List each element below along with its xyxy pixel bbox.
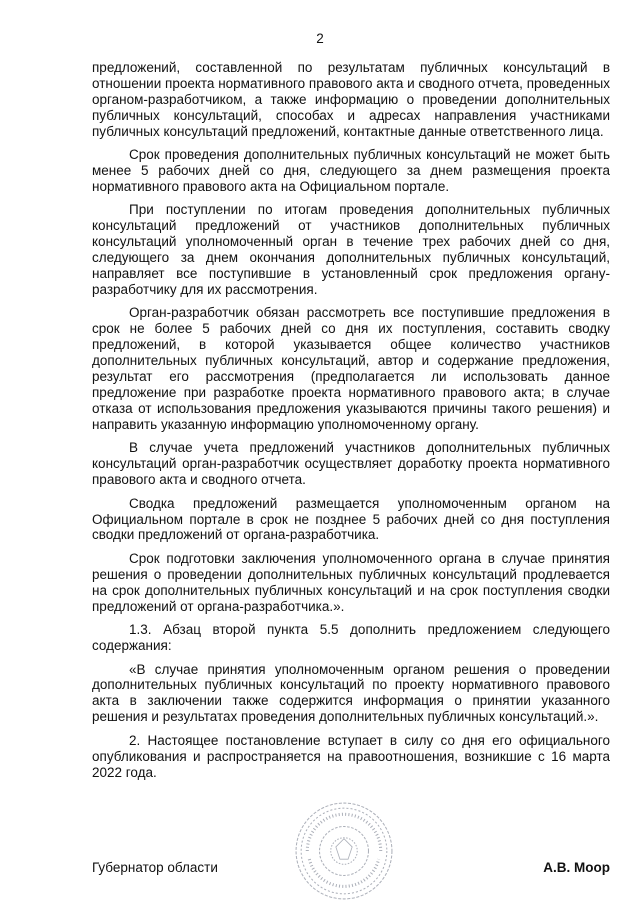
- paragraph-effective-date: 2. Настоящее постановление вступает в силу со дня его официального опубликования и распространяется на правоотношения, возникшие с 16 марта 2022 года.: [92, 732, 610, 780]
- paragraph-revision: В случае учета предложений участников дополнительных публичных консультаций орган-разработчик осуществляет доработку проекта нормативного правового акта и сводного отчета.: [92, 440, 610, 488]
- signer-position: Губернатор области: [92, 860, 218, 875]
- paragraph-continuation: предложений, составленной по результатам публичных консультаций в отношении проекта нормативного правового акта и сводного отчета, проведенных органом-разработчиком, а также информацию о проведении дополнительных публичных консультаций, способах и адресах направления участниками публичных консультаций предложений, контактные данные ответственного лица.: [92, 60, 610, 139]
- paragraph-summary-publication: Сводка предложений размещается уполномоченным органом на Официальном портале в срок не позднее 5 рабочих дней со дня поступления сводки предложений от органа-разработчика.: [92, 495, 610, 543]
- signer-name: А.В. Моор: [543, 860, 610, 875]
- paragraph-proposals-forwarding: При поступлении по итогам проведения дополнительных публичных консультаций предложений от участников дополнительных публичных консультаций уполномоченный орган в течение трех рабочих дней со дня, следующего за днем окончания дополнительных публичных консультаций, направляет все поступившие в установленный срок предложения органу-разработчику для их рассмотрения.: [92, 202, 610, 297]
- signature-block: [92, 860, 610, 880]
- document-body: [92, 60, 610, 788]
- paragraph-consultation-term: Срок проведения дополнительных публичных консультаций не может быть менее 5 рабочих дней со дня, следующего за днем размещения проекта нормативного правового акта на Официальном портале.: [92, 147, 610, 194]
- page-number: 2: [316, 31, 324, 46]
- paragraph-developer-obligation: Орган-разработчик обязан рассмотреть все поступившие предложения в срок не более 5 рабочих дней со дня их поступления, составить сводку предложений, в которой указывается общее количество участников дополнительных публичных консультаций, автор и содержание предложения, результат его рассмотрения (предполагается ли использовать данное предложение при разработке проекта нормативного правового акта; в случае отказа от использования предложения указываются причины такого решения) и направить указанную информацию уполномоченному органу.: [92, 305, 610, 432]
- paragraph-amendment-1-3: 1.3. Абзац второй пункта 5.5 дополнить предложением следующего содержания:: [92, 622, 610, 654]
- official-seal-stamp: [293, 800, 395, 902]
- paragraph-deadline-extension: Срок подготовки заключения уполномоченного органа в случае принятия решения о проведении дополнительных публичных консультаций продлевается на срок дополнительных публичных консультаций и на срок поступления сводки предложений от органа-разработчика.».: [92, 550, 610, 614]
- paragraph-amendment-quote: «В случае принятия уполномоченным органом решения о проведении дополнительных публичных консультаций по проекту нормативного правового акта в заключении также содержится информация о принятии указанного решения и результатах проведения дополнительных публичных консультаций.».: [92, 661, 610, 725]
